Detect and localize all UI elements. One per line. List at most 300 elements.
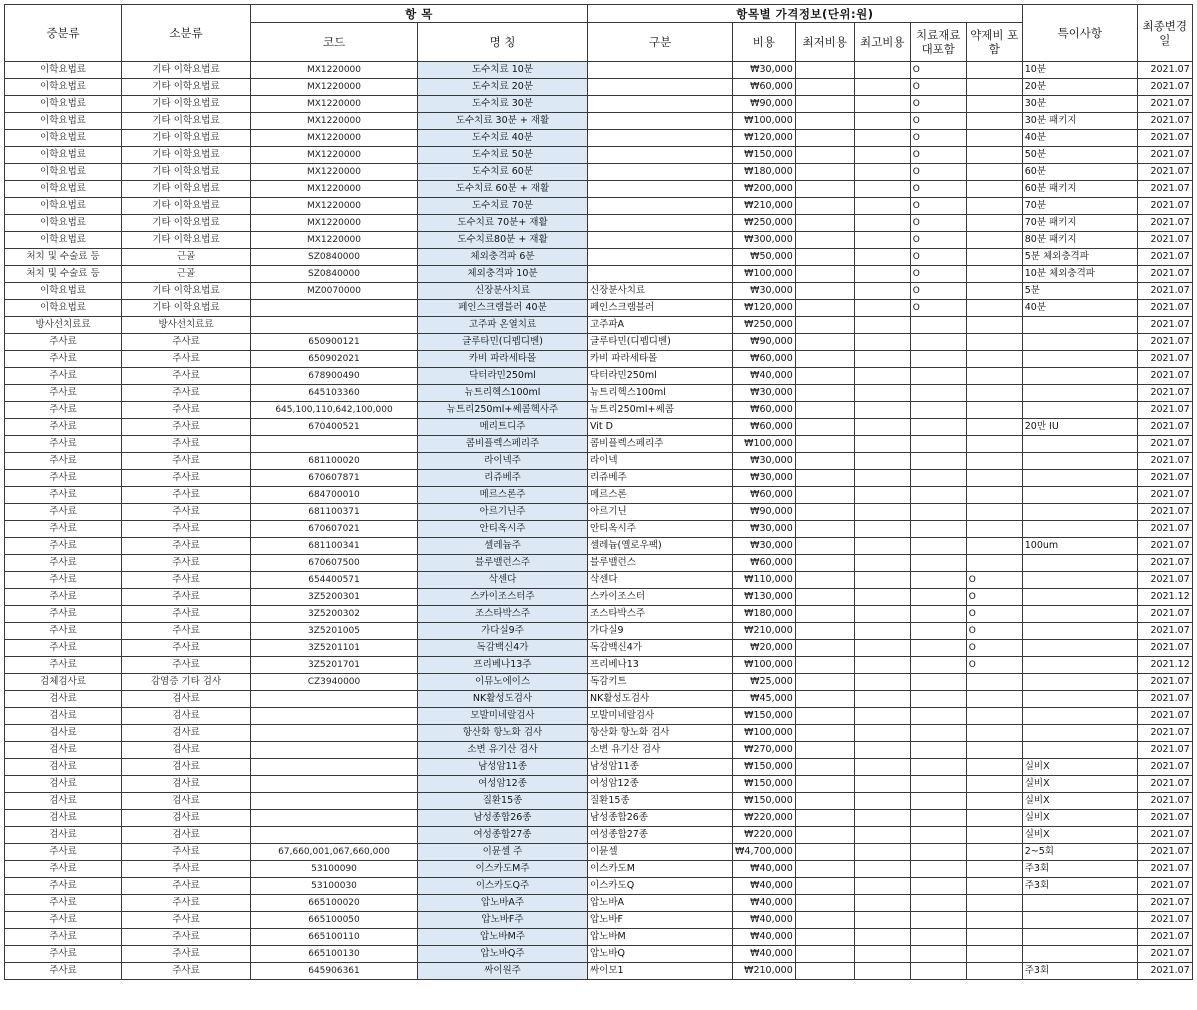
cell-major: 이학요법료 bbox=[5, 96, 122, 113]
cell-cost: ₩90,000 bbox=[733, 96, 796, 113]
cell-category: 닥터라민250ml bbox=[588, 368, 733, 385]
cell-cost: ₩30,000 bbox=[733, 521, 796, 538]
cell-major: 주사료 bbox=[5, 657, 122, 674]
cell-min-cost bbox=[795, 436, 854, 453]
cell-note bbox=[1022, 351, 1137, 368]
cell-drug-included bbox=[966, 334, 1022, 351]
cell-cost: ₩130,000 bbox=[733, 589, 796, 606]
cell-max-cost bbox=[854, 776, 910, 793]
cell-drug-included bbox=[966, 521, 1022, 538]
cell-code: 645103360 bbox=[251, 385, 418, 402]
table-row bbox=[5, 589, 1193, 606]
cell-drug-included bbox=[966, 96, 1022, 113]
cell-min-cost bbox=[795, 79, 854, 96]
cell-max-cost bbox=[854, 572, 910, 589]
cell-cost: ₩120,000 bbox=[733, 300, 796, 317]
cell-category: 여성종합27종 bbox=[588, 827, 733, 844]
cell-major: 주사료 bbox=[5, 589, 122, 606]
cell-material-included: O bbox=[910, 198, 966, 215]
cell-note bbox=[1022, 385, 1137, 402]
cell-major: 주사료 bbox=[5, 504, 122, 521]
cell-category bbox=[588, 113, 733, 130]
header-category: 구분 bbox=[588, 23, 733, 62]
cell-max-cost bbox=[854, 691, 910, 708]
cell-minor: 검사료 bbox=[122, 725, 251, 742]
cell-major: 주사료 bbox=[5, 351, 122, 368]
cell-note bbox=[1022, 912, 1137, 929]
cell-category: 압노바A bbox=[588, 895, 733, 912]
cell-updated: 2021.07 bbox=[1137, 725, 1192, 742]
cell-category: 압노바F bbox=[588, 912, 733, 929]
cell-category: 스카이조스터 bbox=[588, 589, 733, 606]
cell-min-cost bbox=[795, 504, 854, 521]
cell-note bbox=[1022, 674, 1137, 691]
cell-category bbox=[588, 232, 733, 249]
cell-updated: 2021.07 bbox=[1137, 572, 1192, 589]
cell-min-cost bbox=[795, 470, 854, 487]
cell-cost: ₩30,000 bbox=[733, 62, 796, 79]
cell-updated: 2021.07 bbox=[1137, 62, 1192, 79]
cell-drug-included bbox=[966, 79, 1022, 96]
cell-code: 670400521 bbox=[251, 419, 418, 436]
cell-max-cost bbox=[854, 555, 910, 572]
cell-major: 주사료 bbox=[5, 640, 122, 657]
cell-drug-included bbox=[966, 963, 1022, 980]
cell-drug-included bbox=[966, 929, 1022, 946]
cell-minor: 검사료 bbox=[122, 810, 251, 827]
cell-material-included: O bbox=[910, 232, 966, 249]
cell-note bbox=[1022, 368, 1137, 385]
cell-max-cost bbox=[854, 657, 910, 674]
cell-material-included: O bbox=[910, 96, 966, 113]
cell-max-cost bbox=[854, 963, 910, 980]
cell-updated: 2021.07 bbox=[1137, 946, 1192, 963]
cell-code: MX1220000 bbox=[251, 113, 418, 130]
cell-name: 압노바Q주 bbox=[418, 946, 588, 963]
cell-material-included: O bbox=[910, 181, 966, 198]
table-row bbox=[5, 521, 1193, 538]
cell-note: 10분 체외충격파 bbox=[1022, 266, 1137, 283]
cell-category: 이스카도M bbox=[588, 861, 733, 878]
cell-minor: 기타 이학요법료 bbox=[122, 232, 251, 249]
cell-name: 남성종합26종 bbox=[418, 810, 588, 827]
table-row bbox=[5, 810, 1193, 827]
cell-min-cost bbox=[795, 844, 854, 861]
cell-max-cost bbox=[854, 844, 910, 861]
cell-material-included: O bbox=[910, 283, 966, 300]
cell-updated: 2021.07 bbox=[1137, 963, 1192, 980]
cell-updated: 2021.07 bbox=[1137, 759, 1192, 776]
cell-cost: ₩210,000 bbox=[733, 198, 796, 215]
cell-min-cost bbox=[795, 147, 854, 164]
cell-cost: ₩40,000 bbox=[733, 368, 796, 385]
table-row bbox=[5, 419, 1193, 436]
cell-drug-included bbox=[966, 487, 1022, 504]
cell-max-cost bbox=[854, 878, 910, 895]
cell-cost: ₩4,700,000 bbox=[733, 844, 796, 861]
cell-category: 메르스론 bbox=[588, 487, 733, 504]
cell-name: 페인스크램블러 40분 bbox=[418, 300, 588, 317]
cell-updated: 2021.07 bbox=[1137, 538, 1192, 555]
cell-category: Vit D bbox=[588, 419, 733, 436]
cell-updated: 2021.07 bbox=[1137, 640, 1192, 657]
cell-drug-included bbox=[966, 419, 1022, 436]
cell-max-cost bbox=[854, 742, 910, 759]
cell-major: 검사료 bbox=[5, 691, 122, 708]
cell-drug-included bbox=[966, 912, 1022, 929]
cell-cost: ₩100,000 bbox=[733, 436, 796, 453]
cell-name: 콤비플렉스페리주 bbox=[418, 436, 588, 453]
cell-category: 삭센다 bbox=[588, 572, 733, 589]
cell-code: SZ0840000 bbox=[251, 266, 418, 283]
cell-cost: ₩25,000 bbox=[733, 674, 796, 691]
cell-material-included: O bbox=[910, 300, 966, 317]
cell-cost: ₩100,000 bbox=[733, 725, 796, 742]
cell-min-cost bbox=[795, 963, 854, 980]
cell-drug-included bbox=[966, 436, 1022, 453]
table-row bbox=[5, 912, 1193, 929]
cell-material-included: O bbox=[910, 62, 966, 79]
cell-drug-included: O bbox=[966, 606, 1022, 623]
cell-code: 681100341 bbox=[251, 538, 418, 555]
cell-note: 10분 bbox=[1022, 62, 1137, 79]
cell-material-included bbox=[910, 946, 966, 963]
table-row bbox=[5, 555, 1193, 572]
cell-category: 남성종합26종 bbox=[588, 810, 733, 827]
cell-name: 고주파 온열치료 bbox=[418, 317, 588, 334]
cell-material-included bbox=[910, 776, 966, 793]
cell-material-included: O bbox=[910, 113, 966, 130]
cell-cost: ₩100,000 bbox=[733, 113, 796, 130]
cell-name: 여성종합27종 bbox=[418, 827, 588, 844]
cell-material-included bbox=[910, 674, 966, 691]
cell-major: 이학요법료 bbox=[5, 62, 122, 79]
cell-major: 주사료 bbox=[5, 912, 122, 929]
cell-max-cost bbox=[854, 895, 910, 912]
cell-name: 이스카도M주 bbox=[418, 861, 588, 878]
cell-cost: ₩270,000 bbox=[733, 742, 796, 759]
cell-minor: 주사료 bbox=[122, 640, 251, 657]
cell-material-included bbox=[910, 742, 966, 759]
cell-max-cost bbox=[854, 266, 910, 283]
cell-major: 주사료 bbox=[5, 487, 122, 504]
cell-category: 콤비플렉스페리주 bbox=[588, 436, 733, 453]
cell-major: 주사료 bbox=[5, 572, 122, 589]
cell-name: 여성암12종 bbox=[418, 776, 588, 793]
cell-note: 실비X bbox=[1022, 827, 1137, 844]
header-max-cost: 최고비용 bbox=[854, 23, 910, 62]
cell-max-cost bbox=[854, 725, 910, 742]
header-min-cost: 최저비용 bbox=[795, 23, 854, 62]
cell-min-cost bbox=[795, 113, 854, 130]
cell-major: 주사료 bbox=[5, 606, 122, 623]
cell-updated: 2021.07 bbox=[1137, 623, 1192, 640]
cell-updated: 2021.07 bbox=[1137, 504, 1192, 521]
cell-updated: 2021.07 bbox=[1137, 912, 1192, 929]
cell-material-included bbox=[910, 538, 966, 555]
cell-cost: ₩40,000 bbox=[733, 946, 796, 963]
cell-major: 주사료 bbox=[5, 929, 122, 946]
cell-material-included: O bbox=[910, 79, 966, 96]
cell-major: 주사료 bbox=[5, 453, 122, 470]
cell-name: 닥터라민250ml bbox=[418, 368, 588, 385]
cell-minor: 감염증 기타 검사 bbox=[122, 674, 251, 691]
cell-max-cost bbox=[854, 623, 910, 640]
cell-name: 글루타민(디펩디벤) bbox=[418, 334, 588, 351]
cell-cost: ₩40,000 bbox=[733, 929, 796, 946]
cell-max-cost bbox=[854, 147, 910, 164]
cell-updated: 2021.07 bbox=[1137, 368, 1192, 385]
cell-major: 검사료 bbox=[5, 776, 122, 793]
cell-cost: ₩210,000 bbox=[733, 623, 796, 640]
cell-material-included bbox=[910, 725, 966, 742]
cell-material-included bbox=[910, 402, 966, 419]
cell-cost: ₩30,000 bbox=[733, 385, 796, 402]
cell-minor: 주사료 bbox=[122, 334, 251, 351]
cell-note bbox=[1022, 521, 1137, 538]
cell-category: 압노바Q bbox=[588, 946, 733, 963]
cell-max-cost bbox=[854, 62, 910, 79]
cell-cost: ₩180,000 bbox=[733, 606, 796, 623]
cell-note bbox=[1022, 691, 1137, 708]
cell-minor: 주사료 bbox=[122, 844, 251, 861]
cell-material-included bbox=[910, 878, 966, 895]
cell-category: 압노바M bbox=[588, 929, 733, 946]
cell-min-cost bbox=[795, 742, 854, 759]
cell-min-cost bbox=[795, 453, 854, 470]
cell-category: 블루밸런스 bbox=[588, 555, 733, 572]
cell-name: 도수치료 70분+ 재활 bbox=[418, 215, 588, 232]
cell-code: MX1220000 bbox=[251, 232, 418, 249]
cell-major: 이학요법료 bbox=[5, 130, 122, 147]
cell-drug-included: O bbox=[966, 589, 1022, 606]
cell-name: 도수치료80분 + 재활 bbox=[418, 232, 588, 249]
cell-category: 페인스크램블러 bbox=[588, 300, 733, 317]
cell-material-included bbox=[910, 963, 966, 980]
cell-material-included bbox=[910, 708, 966, 725]
cell-cost: ₩60,000 bbox=[733, 79, 796, 96]
cell-name: 도수치료 20분 bbox=[418, 79, 588, 96]
cell-cost: ₩60,000 bbox=[733, 351, 796, 368]
cell-minor: 주사료 bbox=[122, 589, 251, 606]
cell-max-cost bbox=[854, 96, 910, 113]
cell-max-cost bbox=[854, 912, 910, 929]
cell-updated: 2021.07 bbox=[1137, 300, 1192, 317]
table-row bbox=[5, 487, 1193, 504]
cell-cost: ₩200,000 bbox=[733, 181, 796, 198]
cell-minor: 검사료 bbox=[122, 827, 251, 844]
cell-category: 글루타민(디펩디벤) bbox=[588, 334, 733, 351]
header-cost: 비용 bbox=[733, 23, 796, 62]
cell-category: 프리베나13 bbox=[588, 657, 733, 674]
cell-note bbox=[1022, 623, 1137, 640]
cell-category: 독감백신4가 bbox=[588, 640, 733, 657]
cell-code: 67,660,001,067,660,000 bbox=[251, 844, 418, 861]
cell-cost: ₩30,000 bbox=[733, 453, 796, 470]
cell-max-cost bbox=[854, 453, 910, 470]
cell-min-cost bbox=[795, 555, 854, 572]
cell-drug-included bbox=[966, 266, 1022, 283]
cell-cost: ₩120,000 bbox=[733, 130, 796, 147]
cell-updated: 2021.07 bbox=[1137, 419, 1192, 436]
cell-drug-included bbox=[966, 198, 1022, 215]
cell-material-included bbox=[910, 470, 966, 487]
cell-category bbox=[588, 130, 733, 147]
cell-min-cost bbox=[795, 827, 854, 844]
cell-code bbox=[251, 810, 418, 827]
cell-material-included bbox=[910, 555, 966, 572]
cell-category bbox=[588, 79, 733, 96]
cell-name: 체외충격파 6분 bbox=[418, 249, 588, 266]
cell-name: 도수치료 30분 + 재활 bbox=[418, 113, 588, 130]
cell-minor: 주사료 bbox=[122, 470, 251, 487]
cell-minor: 기타 이학요법료 bbox=[122, 96, 251, 113]
header-updated: 최종변경일 bbox=[1137, 5, 1192, 62]
cell-min-cost bbox=[795, 62, 854, 79]
cell-cost: ₩30,000 bbox=[733, 470, 796, 487]
cell-max-cost bbox=[854, 708, 910, 725]
cell-max-cost bbox=[854, 606, 910, 623]
cell-major: 주사료 bbox=[5, 470, 122, 487]
table-row bbox=[5, 334, 1193, 351]
table-row bbox=[5, 215, 1193, 232]
cell-name: 도수치료 60분 bbox=[418, 164, 588, 181]
cell-major: 주사료 bbox=[5, 334, 122, 351]
cell-min-cost bbox=[795, 300, 854, 317]
cell-min-cost bbox=[795, 708, 854, 725]
cell-major: 주사료 bbox=[5, 623, 122, 640]
cell-min-cost bbox=[795, 487, 854, 504]
cell-code: 670607871 bbox=[251, 470, 418, 487]
cell-category: 이스카도Q bbox=[588, 878, 733, 895]
cell-cost: ₩40,000 bbox=[733, 878, 796, 895]
cell-max-cost bbox=[854, 181, 910, 198]
cell-min-cost bbox=[795, 878, 854, 895]
table-row bbox=[5, 929, 1193, 946]
table-row bbox=[5, 300, 1193, 317]
cell-drug-included bbox=[966, 164, 1022, 181]
cell-major: 주사료 bbox=[5, 946, 122, 963]
cell-minor: 주사료 bbox=[122, 351, 251, 368]
cell-updated: 2021.07 bbox=[1137, 929, 1192, 946]
cell-note: 실비X bbox=[1022, 810, 1137, 827]
cell-material-included bbox=[910, 436, 966, 453]
cell-minor: 기타 이학요법료 bbox=[122, 62, 251, 79]
cell-updated: 2021.07 bbox=[1137, 96, 1192, 113]
cell-minor: 주사료 bbox=[122, 436, 251, 453]
table-row bbox=[5, 504, 1193, 521]
cell-category: 모발미네랄검사 bbox=[588, 708, 733, 725]
cell-cost: ₩90,000 bbox=[733, 504, 796, 521]
cell-updated: 2021.07 bbox=[1137, 776, 1192, 793]
cell-updated: 2021.07 bbox=[1137, 198, 1192, 215]
cell-code bbox=[251, 317, 418, 334]
cell-major: 주사료 bbox=[5, 419, 122, 436]
cell-category: 질환15종 bbox=[588, 793, 733, 810]
table-row bbox=[5, 657, 1193, 674]
cell-max-cost bbox=[854, 351, 910, 368]
cell-min-cost bbox=[795, 929, 854, 946]
table-row bbox=[5, 623, 1193, 640]
table-row bbox=[5, 572, 1193, 589]
cell-cost: ₩150,000 bbox=[733, 708, 796, 725]
cell-cost: ₩30,000 bbox=[733, 538, 796, 555]
table-row bbox=[5, 351, 1193, 368]
table-row bbox=[5, 164, 1193, 181]
cell-updated: 2021.07 bbox=[1137, 844, 1192, 861]
cell-major: 주사료 bbox=[5, 555, 122, 572]
cell-category: 안티옥시주 bbox=[588, 521, 733, 538]
cell-max-cost bbox=[854, 674, 910, 691]
cell-name: 조스타박스주 bbox=[418, 606, 588, 623]
cell-updated: 2021.07 bbox=[1137, 691, 1192, 708]
cell-drug-included bbox=[966, 946, 1022, 963]
cell-minor: 주사료 bbox=[122, 606, 251, 623]
cell-major: 주사료 bbox=[5, 538, 122, 555]
cell-code bbox=[251, 436, 418, 453]
cell-updated: 2021.07 bbox=[1137, 283, 1192, 300]
cell-code bbox=[251, 300, 418, 317]
cell-material-included bbox=[910, 810, 966, 827]
cell-max-cost bbox=[854, 640, 910, 657]
cell-name: 리쥬베주 bbox=[418, 470, 588, 487]
table-row bbox=[5, 79, 1193, 96]
cell-major: 처치 및 수술료 등 bbox=[5, 249, 122, 266]
cell-note bbox=[1022, 946, 1137, 963]
cell-note: 실비X bbox=[1022, 793, 1137, 810]
cell-code: 645,100,110,642,100,000 bbox=[251, 402, 418, 419]
cell-updated: 2021.12 bbox=[1137, 657, 1192, 674]
cell-note bbox=[1022, 589, 1137, 606]
cell-cost: ₩180,000 bbox=[733, 164, 796, 181]
cell-major: 주사료 bbox=[5, 963, 122, 980]
cell-min-cost bbox=[795, 266, 854, 283]
cell-material-included bbox=[910, 589, 966, 606]
cell-note bbox=[1022, 742, 1137, 759]
cell-material-included bbox=[910, 368, 966, 385]
cell-drug-included bbox=[966, 810, 1022, 827]
cell-note bbox=[1022, 572, 1137, 589]
cell-note bbox=[1022, 317, 1137, 334]
cell-min-cost bbox=[795, 317, 854, 334]
cell-max-cost bbox=[854, 538, 910, 555]
cell-material-included: O bbox=[910, 215, 966, 232]
cell-min-cost bbox=[795, 640, 854, 657]
cell-material-included: O bbox=[910, 130, 966, 147]
cell-code: MX1220000 bbox=[251, 147, 418, 164]
header-major: 중분류 bbox=[5, 5, 122, 62]
cell-code: 670607500 bbox=[251, 555, 418, 572]
cell-drug-included bbox=[966, 691, 1022, 708]
table-row bbox=[5, 759, 1193, 776]
cell-drug-included bbox=[966, 453, 1022, 470]
cell-material-included bbox=[910, 793, 966, 810]
cell-updated: 2021.07 bbox=[1137, 164, 1192, 181]
cell-min-cost bbox=[795, 623, 854, 640]
price-table bbox=[4, 4, 1193, 980]
cell-cost: ₩40,000 bbox=[733, 861, 796, 878]
table-row bbox=[5, 776, 1193, 793]
cell-max-cost bbox=[854, 827, 910, 844]
cell-note bbox=[1022, 504, 1137, 521]
cell-code: 678900490 bbox=[251, 368, 418, 385]
cell-drug-included bbox=[966, 470, 1022, 487]
cell-material-included bbox=[910, 895, 966, 912]
cell-code: 650902021 bbox=[251, 351, 418, 368]
cell-minor: 검사료 bbox=[122, 759, 251, 776]
cell-major: 검사료 bbox=[5, 810, 122, 827]
cell-note: 실비X bbox=[1022, 776, 1137, 793]
